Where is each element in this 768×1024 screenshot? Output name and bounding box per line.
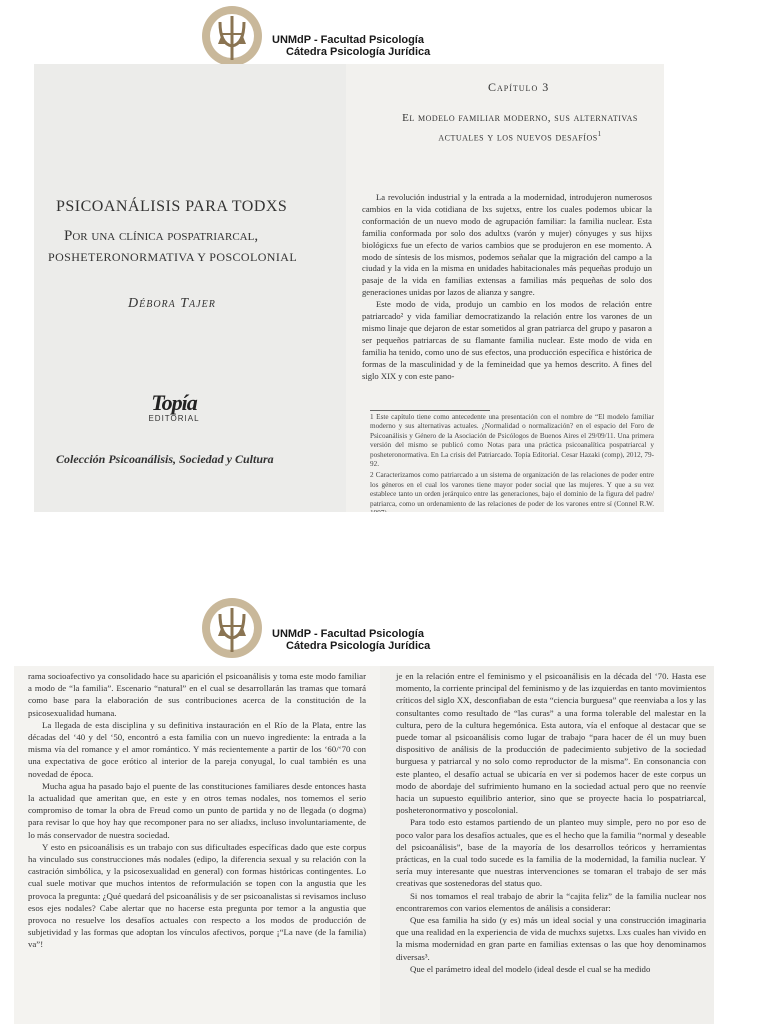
paragraph: La revolución industrial y la entrada a la modernidad, introdujeron numerosos cambios en la vida cotidiana de lxs sujetxs, entre los cuales podemos ubicar la conformación de un nuevo modo de agrupación familiar: la familia nuclear. Esta familia conformada por solo dos adultxs (varón y mujer) cónyuges y sus hijxs biológicxs fue un efecto de varios cambios que se produjeron en ese momento. A modo de síntesis de los mismos, podemos señalar que la migración del campo a la ciudad y la vida en la misma en unidades habitacionales más pequeñas produjo un pasaje de la vida en familias extensas a familias más pequeñas de solo dos generaciones unidas por lazos de alianza y sangre. bbox=[362, 192, 652, 298]
institution-header bbox=[272, 34, 430, 58]
footnote-divider bbox=[370, 410, 490, 411]
paragraph: Mucha agua ha pasado bajo el puente de las constituciones familiares desde entonces hasta la actualidad que ameritan que, en este y en otros temas nodales, nos tomemos el serio compromiso de tomar la obra de Freud como un punto de partida y no de llegada (o dogma) para revisar lo que hoy hay que recomponer para no ser aliadxs, incluso involuntariamente, de lo más conservador de nuestra sociedad. bbox=[28, 780, 366, 840]
university-logo-icon bbox=[200, 4, 264, 68]
paragraph: Que esa familia ha sido (y es) más un ideal social y una construcción imaginaria que una realidad en la experiencia de vida de muchxs sujetxs. Lxs cuales han vivido en la misma modernidad en gran parte en familias extensas o las que hoy denominamos diversas³. bbox=[396, 915, 706, 962]
paragraph: Este modo de vida, produjo un cambio en los modos de relación entre patriarcado² y vida familiar democratizando la relación entre los varones de un mismo linaje que dejaron de estar sometidos al gran patriarca del grupo y pasaron a ser pequeños patriarcas de su flamante familia nuclear. Este modo de vida en familia ha tenido, como uno de sus efectos, una producción específica e histórica de formas de la masculinidad y de la femineidad que ya hemos descrito. A fines del siglo XIX y con este pano- bbox=[362, 299, 652, 381]
university-logo-icon bbox=[200, 596, 264, 660]
book-author: Débora Tajer bbox=[128, 296, 216, 311]
cover-page bbox=[34, 64, 346, 560]
book-subtitle-2: POSHETERONORMATIVA Y POSCOLONIAL bbox=[48, 250, 298, 264]
institution-header bbox=[272, 628, 430, 652]
publisher-label: EDITORIAL bbox=[148, 414, 200, 423]
paragraph: je en la relación entre el feminismo y el psicoanálisis en la década del ‘70. Hasta ese momento, la corriente principal del feminismo y de las izquierdas en tanto movimientos críticos del siglo XX, desconfiaban de esta “ciencia burguesa” que reenviaba a los y las consultantes como resultado de “las curas” a una forma tolerable del malestar en la cultura, pero de la cultura hegemónica. Esta autora, vía el enfoque al destacar que se puede tomar al psicoanálisis como lugar de trabajo “para hacer de él un muy buen dispositivo de análisis de la producción de padecimiento subjetivo de la sociedad burguesa y patriarcal y no solo como reproductor de la misma”. En consonancia con este planteo, el desafío actual se ubicaría en ver si podemos hacer de este corpus un modo de abordaje del sufrimiento humano en la sociedad actual pero que no reenvíe hacia un supuesto equilibrio anterior, sino que se proyecte hacia lo pospatriarcal, posheteronormativo y poscolonial. bbox=[396, 671, 706, 816]
chapter-number: Capítulo 3 bbox=[488, 80, 550, 94]
right-page-body bbox=[396, 670, 706, 975]
institution-line-2: Cátedra Psicología Jurídica bbox=[286, 640, 431, 652]
page-sheet-2 bbox=[0, 512, 768, 1024]
paragraph: Para todo esto estamos partiendo de un planteo muy simple, pero no por eso de poco valor para los desafíos actuales, que es el hecho que la familia “normal y deseable del psicoanálisis”, base de la mayoría de los desarrollos teóricos y herramientas prácticas, en la cual todo sucede es la familia de la modernidad, la familia nuclear. Y sería muy interesante que nuestras intervenciones se tomaran el trabajo de ser más creativas que sostenedoras del status quo. bbox=[396, 817, 706, 889]
book-subtitle-1: Por una clínica pospatriarcal, bbox=[64, 228, 259, 244]
institution-line-1: UNMdP - Facultad Psicología bbox=[272, 34, 424, 46]
left-page-body bbox=[28, 670, 366, 951]
institution-line-2: Cátedra Psicología Jurídica bbox=[286, 46, 431, 58]
publisher-mark: Topía bbox=[151, 390, 197, 415]
book-title: PSICOANÁLISIS PARA TODXS bbox=[56, 198, 288, 215]
chapter-title-note: 1 bbox=[597, 130, 602, 138]
footnote: 1 Este capítulo tiene como antecedente una presentación con el nombre de “El modelo familiar moderno y sus alternativas actuales. ¿Normalidad o normalización? en el espacio del Foro de Psicoanálisis y Género de la Asociación de Psicólogos de Buenos Aires el 29/09/11. Una primera versión del mismo se publicó como Notas para una práctica psicoanalítica pospatriarcal y posheteronormativa. En La crisis del Patriarcado. Topía Editorial. Cesar Hazaki (comp), 2012, 79-92. bbox=[370, 413, 654, 469]
publisher-logo bbox=[146, 390, 202, 423]
chapter-title bbox=[380, 110, 660, 146]
chapter-title-text: El modelo familiar moderno, sus alternativas actuales y los nuevos desafíos bbox=[402, 112, 638, 144]
footnotes bbox=[370, 413, 654, 520]
paragraph: La llegada de esta disciplina y su definitiva instauración en el Río de la Plata, entre las décadas del ‘40 y del ‘50, encontró a esta familia con un nuevo ingrediente: la entrada a la misma vía del romance y el amor romántico. Y más recientemente a partir de los ‘60/‘70 con una expectativa de goce erótico al interior de la pareja conyugal, lo cual también es una novedad de época. bbox=[28, 719, 366, 779]
footnote: 2 Caracterizamos como patriarcado a un sistema de organización de las relaciones de poder entre los géneros en el cual los varones tiene mayor poder social que las mujeres. Y que a su vez establece tanto un orden jerárquico entre las generaciones, bajo el dominio de la figura del padre/ patriarca, como un ordenamiento de las relaciones de poder de los varones entre sí (Connel R.W. bbox=[370, 471, 654, 508]
institution-line-1: UNMdP - Facultad Psicología bbox=[272, 628, 424, 640]
paragraph: rama socioafectivo ya consolidado hace su aparición el psicoanálisis y toma este modo familiar a modo de “la familia”. Escenario “natural” en el cual se desarrollarán las tramas que tomará como base para la elaboración de sus contribuciones acerca de la constitución de la psicosexualidad humana. bbox=[28, 671, 366, 718]
paragraph: Si nos tomamos el real trabajo de abrir la “cajita feliz” de la familia nuclear nos encontraremos con varios elementos de análisis a considerar: bbox=[396, 890, 706, 913]
collection-name: Colección Psicoanálisis, Sociedad y Cultura bbox=[56, 452, 274, 466]
chapter-body bbox=[362, 192, 652, 383]
paragraph: Y esto en psicoanálisis es un trabajo con sus dificultades específicas dado que este corpus ha vinculado sus construcciones más nodales (edipo, la diferencia sexual y su relación con la castración simbólica, y la psicosexualidad en general) con formas históricas contingentes. Lo cual suele motivar que muchos intentos de reformulación se topen con la angustia que les provoca la pregunta: ¿Qué quedará del psicoanálisis y de ser psicoanalistas si revisamos incluso esos ejes nodales? Cabe alertar que no hacerse esta pregunta por temor a la angustia que provoca no resuelve los desafíos actuales con respecto a los modos de producción de subjetividad y las formas que adoptan los vínculos afectivos, porque ¡“La nave (de la familia) va”! bbox=[28, 841, 366, 950]
paragraph: Que el parámetro ideal del modelo (ideal desde el cual se ha medido bbox=[410, 963, 651, 974]
